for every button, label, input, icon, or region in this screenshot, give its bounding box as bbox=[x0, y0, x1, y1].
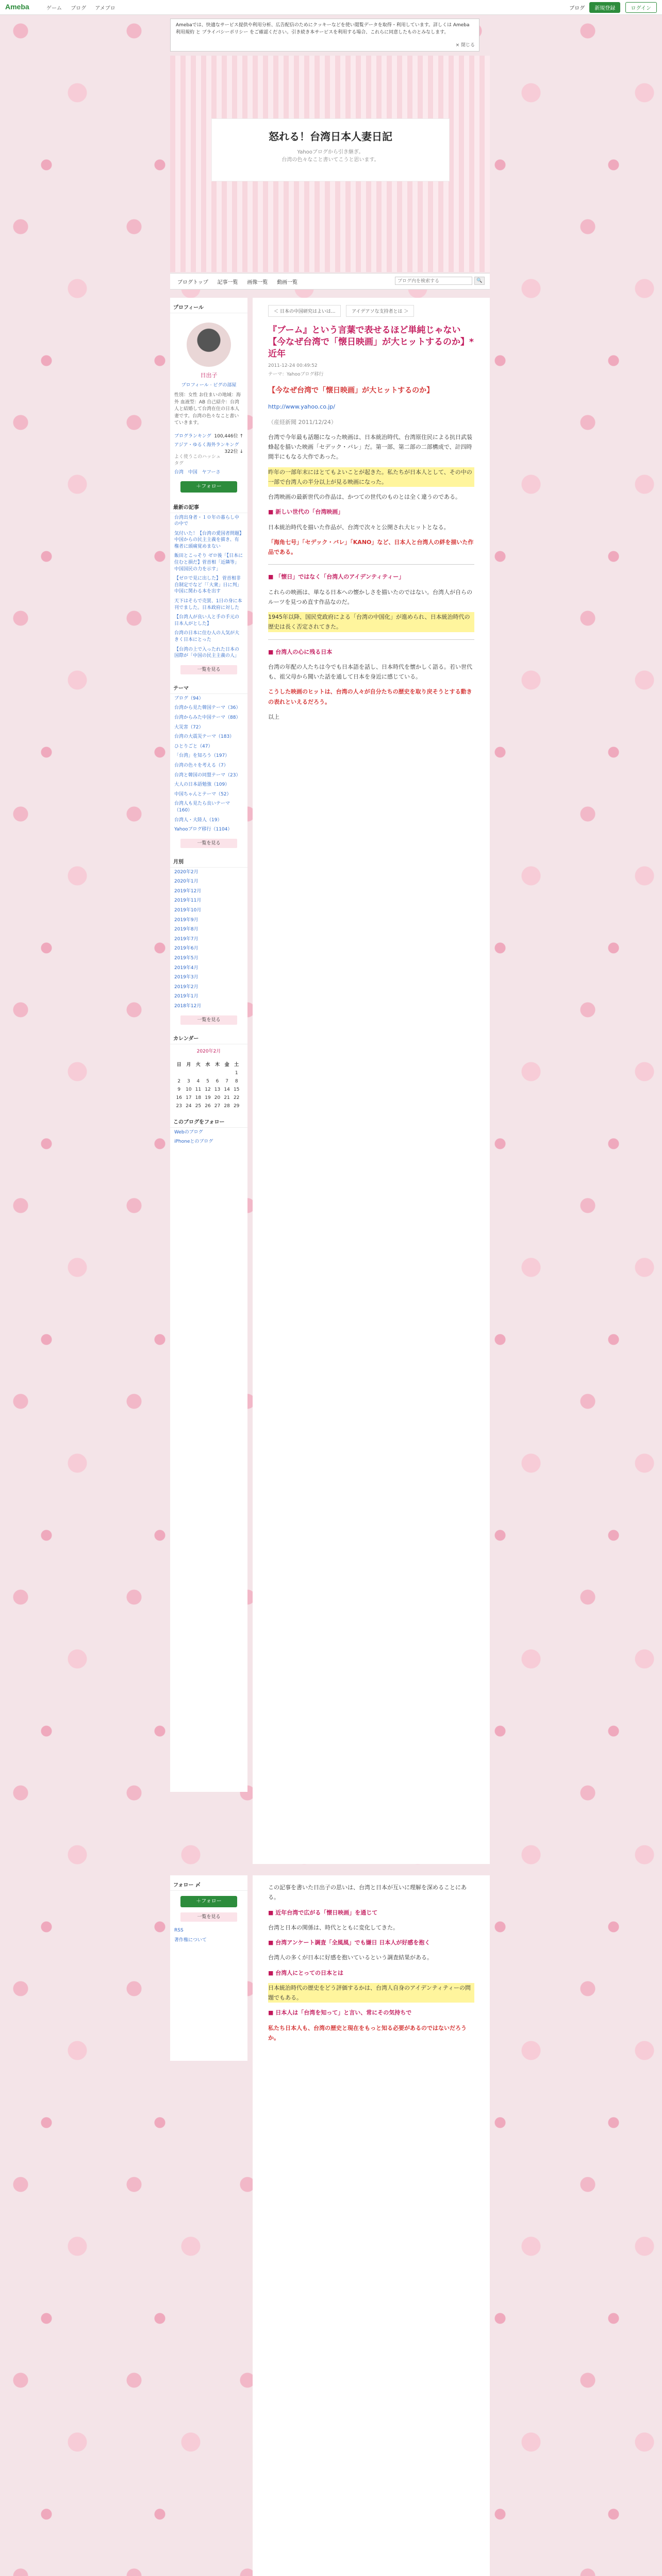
theme-item[interactable]: 「台湾」を知ろう（197） bbox=[174, 753, 230, 759]
theme-item[interactable]: 大人の日本語勉強（109） bbox=[174, 782, 230, 788]
theme-item[interactable]: 台湾の色々を考える（7） bbox=[174, 762, 228, 768]
month-item[interactable]: 2019年3月 bbox=[174, 975, 198, 980]
blog-link[interactable]: ブログ bbox=[569, 6, 585, 11]
calendar-date: 19 bbox=[205, 1095, 211, 1100]
article-paragraph: こうした映画のヒットは、台湾の人々が自分たちの歴史を取り戻そうとする動きの表れといえるだろう。 bbox=[268, 688, 472, 705]
calendar-date: 16 bbox=[176, 1095, 182, 1100]
cookie-notice-close[interactable]: × 閉じる bbox=[455, 42, 475, 48]
calendar-date: 15 bbox=[233, 1087, 240, 1092]
source-note: （産経新聞 2011/12/24） bbox=[268, 418, 337, 426]
hashtag-heading: よく使うこのハッシュタグ bbox=[174, 454, 221, 466]
article-paragraph: 台湾映画の最新世代の作品は、かつての世代のものとは全く違うのである。 bbox=[268, 494, 461, 501]
recent-item[interactable]: 【台湾の上で入ったれた日本の国際が「中国の民主主義の人」 bbox=[174, 647, 240, 659]
rss-link[interactable]: RSS bbox=[174, 1928, 184, 1933]
calendar-day: 月 bbox=[186, 1062, 191, 1067]
article-body bbox=[268, 384, 474, 722]
cookie-notice-text: Amebaでは、快適なサービス提供や利用分析、広告配信のためにクッキーなどを使い閲覧データを取得・利用しています。詳しくは Ameba利用規約 と プライバシーポリシー をご確認ください。引き続き本サービスを利用する場合、これらに同意したものとみなします。 bbox=[176, 23, 470, 35]
search-icon[interactable]: 🔍 bbox=[474, 277, 485, 285]
calendar-date: 3 bbox=[187, 1078, 190, 1084]
theme-item[interactable]: ひとりごと（47） bbox=[174, 743, 213, 749]
lower-article-body bbox=[268, 1883, 474, 2043]
month-item[interactable]: 2019年6月 bbox=[174, 946, 198, 952]
avatar[interactable] bbox=[187, 323, 231, 367]
calendar-date: 22 bbox=[233, 1095, 240, 1100]
lower-section-heading: ■ 台湾アンケート調査「全風風」でも嫌日 日本人が好感を抱く bbox=[268, 1939, 431, 1946]
lower-section-heading: ■ 日本人は「台湾を知って」と言い、常にその気持ちで bbox=[268, 2009, 412, 2016]
copyright-link[interactable]: 著作権について bbox=[174, 1937, 207, 1943]
article-end: 以上 bbox=[268, 713, 279, 720]
theme-item[interactable]: 大災害（72） bbox=[174, 724, 204, 730]
calendar-day: 木 bbox=[215, 1062, 220, 1067]
blog-follow-heading: このブログをフォロー bbox=[170, 1112, 247, 1128]
genre-ranking-label[interactable]: アジア・ゆるく海外ランキング bbox=[174, 442, 239, 448]
lower-follow-heading: フォロー 〆 bbox=[170, 1875, 247, 1891]
follow-web-link[interactable]: Webのブログ bbox=[174, 1129, 203, 1135]
theme-more-button[interactable]: 一覧を見る bbox=[180, 839, 237, 848]
calendar-date bbox=[222, 1069, 232, 1077]
calendar-day: 水 bbox=[205, 1062, 210, 1067]
calendar bbox=[174, 1059, 241, 1110]
theme-item[interactable]: 台湾の大震災テーマ（183） bbox=[174, 734, 235, 740]
theme-item[interactable]: 台湾人・大陸人（19） bbox=[174, 817, 222, 823]
lower-section-heading: ■ 近年台湾で広がる「懐日映画」を通じて bbox=[268, 1909, 378, 1916]
month-item[interactable]: 2019年4月 bbox=[174, 965, 198, 971]
recent-more-button[interactable]: 一覧を見る bbox=[180, 665, 237, 674]
blog-menu bbox=[170, 273, 490, 290]
recent-item[interactable]: 台湾の日本に住む人の人気が大きく日本にとった bbox=[174, 631, 240, 642]
article-title[interactable]: 『ブーム』という言葉で表せるほど単純じゃない【今なぜ台湾で「懐日映画」が大ヒットするのか】*近年 bbox=[268, 325, 474, 359]
ranking-row bbox=[170, 431, 247, 440]
next-entry-button[interactable]: アイデアソな支持者とは ＞ bbox=[346, 305, 414, 317]
lower-more-button[interactable]: 一覧を見る bbox=[180, 1912, 237, 1922]
month-item[interactable]: 2019年11月 bbox=[174, 898, 202, 904]
recent-list bbox=[170, 513, 247, 661]
divider bbox=[268, 639, 474, 640]
calendar-date: 18 bbox=[195, 1095, 202, 1100]
lower-follow-button[interactable]: ＋フォロー bbox=[180, 1896, 237, 1907]
menu-entry-list[interactable]: 記事一覧 bbox=[217, 280, 238, 285]
top-actions bbox=[569, 2, 657, 13]
theme-item[interactable]: ブログ（94） bbox=[174, 696, 204, 701]
recent-item[interactable]: 台湾出身者・１０年の暮らし中の中で bbox=[174, 515, 240, 527]
month-item[interactable]: 2019年7月 bbox=[174, 936, 198, 942]
calendar-date: 23 bbox=[176, 1103, 182, 1109]
theme-item[interactable]: 中国ちゃんとテーマ（52） bbox=[174, 791, 231, 797]
blog-follow-list bbox=[170, 1128, 247, 1147]
calendar-date: 4 bbox=[196, 1078, 200, 1084]
theme-item[interactable]: 台湾と韓国の同盟テーマ（23） bbox=[174, 772, 241, 778]
blog-search-input[interactable] bbox=[395, 277, 472, 285]
calendar-date: 12 bbox=[205, 1087, 211, 1092]
sidebar bbox=[170, 298, 247, 1792]
blog-subtitle-line1: Yahooブログから引き継ぎ。 bbox=[297, 149, 364, 155]
article-column bbox=[253, 298, 490, 1864]
theme-item[interactable]: 台湾から見た韓国テーマ（36） bbox=[174, 705, 241, 711]
top-nav bbox=[46, 4, 123, 11]
ranking-label[interactable]: ブログランキング bbox=[174, 433, 211, 439]
login-button[interactable]: ログイン bbox=[625, 2, 657, 13]
recent-item[interactable]: 気付いた！【台湾の愛国者問題】中国からの民主主義を描き、有権者に頭痛覚めまない bbox=[174, 531, 242, 549]
genre-ranking-value: 322位 ↓ bbox=[224, 449, 243, 454]
article-headline: 【今なぜ台湾で「懐日映画」が大ヒットするのか】 bbox=[268, 386, 434, 395]
calendar-day: 日 bbox=[176, 1062, 181, 1067]
month-item[interactable]: 2019年8月 bbox=[174, 927, 198, 933]
calendar-date: 8 bbox=[235, 1078, 238, 1084]
calendar-date: 1 bbox=[235, 1070, 238, 1076]
top-nav-ameblo[interactable]: アメブロ bbox=[95, 6, 115, 11]
article-paragraph: 台湾で今年最も話題になった映画は、日本統治時代、台湾原住民による抗日武装蜂起を描いた映画「セデック・バレ」だ。第一部、第二部の二部構成で、計四時間半にもなる大作であった。 bbox=[268, 433, 472, 461]
calendar-date: 7 bbox=[225, 1078, 228, 1084]
profile-heading: プロフィール bbox=[170, 298, 247, 313]
month-item[interactable]: 2020年1月 bbox=[174, 879, 198, 885]
calendar-date: 11 bbox=[195, 1087, 202, 1092]
lower-paragraph: 台湾と日本の関係は、時代とともに変化してきた。 bbox=[268, 1924, 399, 1931]
calendar-date: 2 bbox=[177, 1078, 181, 1084]
calendar-date: 28 bbox=[224, 1103, 230, 1109]
theme-item[interactable]: Yahooブログ移行（1104） bbox=[174, 827, 233, 833]
genre-ranking-row bbox=[170, 440, 247, 454]
calendar-date: 25 bbox=[195, 1103, 202, 1109]
entry-navigation bbox=[268, 305, 474, 316]
calendar-date: 9 bbox=[177, 1087, 181, 1092]
ranking-value: 100,446位 ↑ bbox=[214, 433, 243, 439]
calendar-date: 6 bbox=[216, 1078, 219, 1084]
hashtag-item[interactable]: 中国 bbox=[188, 469, 197, 475]
article-theme[interactable]: テーマ：Yahooブログ移行 bbox=[268, 371, 324, 377]
profile-bio: 性別：女性 お住まいの地域：海外 血液型：AB 自己紹介：台湾人と結婚して台湾在住の日本人妻です。台湾の色々なこと書いていきます。 bbox=[174, 393, 241, 426]
lower-sidebar bbox=[170, 1875, 247, 2061]
lower-paragraph: 私たち日本人も、台湾の歴史と現在をもっと知る必要があるのではないだろうか。 bbox=[268, 2024, 467, 2041]
article-section-heading: ■ 「懐日」ではなく「台湾人のアイデンティティー」 bbox=[268, 573, 405, 581]
recent-item[interactable]: 【ゼロで見に出した】 菅首相非自制定でなど「「大衆」日に判」 中国に関わる本を出す bbox=[174, 576, 242, 595]
month-item[interactable]: 2019年1月 bbox=[174, 994, 198, 999]
hashtag-item[interactable]: ヤフーさ bbox=[202, 469, 221, 475]
follow-button[interactable]: ＋フォロー bbox=[180, 481, 237, 493]
follow-iphone-link[interactable]: iPhoneとのブログ bbox=[174, 1139, 213, 1145]
calendar-day: 火 bbox=[195, 1062, 201, 1067]
month-item[interactable]: 2019年12月 bbox=[174, 888, 202, 894]
recent-item[interactable]: 飯田とこっそり ゼロ後「【日本に住むと損だ】菅首相「近隣等」 中国国民の力を示す」 bbox=[174, 553, 243, 572]
theme-item[interactable]: 台湾人も見たら良いテーマ（160） bbox=[174, 801, 230, 813]
ameba-logo[interactable]: Ameba bbox=[5, 3, 29, 11]
blog-subtitle bbox=[212, 148, 449, 164]
calendar-day: 金 bbox=[224, 1062, 229, 1067]
profile-name[interactable]: 日出子 bbox=[200, 372, 218, 379]
hashtag-list bbox=[170, 467, 247, 476]
lower-paragraph: 台湾人の多くが日本に好感を抱いているという調査結果がある。 bbox=[268, 1954, 433, 1961]
blog-subtitle-line2: 台湾の色々なこと書いてこうと思います。 bbox=[282, 157, 379, 163]
article-date: 2011-12-24 00:49:52 bbox=[268, 363, 318, 368]
lower-article-column bbox=[253, 1875, 490, 2576]
month-item[interactable]: 2018年12月 bbox=[174, 1004, 202, 1009]
month-more-button[interactable]: 一覧を見る bbox=[180, 1015, 237, 1025]
lower-section-heading: ■ 台湾人にとっての日本とは bbox=[268, 1969, 344, 1976]
calendar-date bbox=[193, 1069, 203, 1077]
lower-paragraph: この記事を書いた日出子の思いは、台湾と日本が互いに理解を深めることにある。 bbox=[268, 1884, 467, 1901]
article-section-heading: ■ 新しい世代の「台湾映画」 bbox=[268, 509, 344, 516]
calendar-date: 24 bbox=[186, 1103, 192, 1109]
menu-blog-top[interactable]: ブログトップ bbox=[177, 280, 208, 285]
article-paragraph: 昨年の一部年末にはとてもよいことが起きた。私たちが日本人として、その中の一部で台湾人の半分以上が見る映画になった。 bbox=[268, 467, 474, 487]
calendar-date: 26 bbox=[205, 1103, 211, 1109]
calendar-date: 29 bbox=[233, 1103, 240, 1109]
top-nav-game[interactable]: ゲーム bbox=[46, 6, 62, 11]
prev-entry-button[interactable]: ＜ 日本の中国研究はよいは... bbox=[268, 305, 341, 317]
calendar-date bbox=[174, 1069, 184, 1077]
source-link[interactable]: http://www.yahoo.co.jp/ bbox=[268, 403, 335, 411]
calendar-date: 27 bbox=[214, 1103, 221, 1109]
cookie-notice bbox=[170, 19, 479, 52]
signup-button[interactable]: 新規登録 bbox=[589, 2, 620, 13]
month-heading: 月別 bbox=[170, 852, 247, 868]
calendar-date: 14 bbox=[224, 1087, 230, 1092]
calendar-date bbox=[184, 1069, 194, 1077]
calendar-date bbox=[212, 1069, 222, 1077]
calendar-date: 10 bbox=[186, 1087, 192, 1092]
blog-title[interactable]: 怒れる！台湾日本人妻日記 bbox=[269, 130, 392, 143]
article-paragraph: 日本統治時代を描いた作品が、台湾で次々と公開され大ヒットとなる。 bbox=[268, 523, 450, 531]
calendar-day: 土 bbox=[234, 1062, 239, 1067]
article-paragraph: これらの映画は、単なる日本への懐かしさを描いたのではない。台湾人が自らのルーツを見つめ直す作品なのだ。 bbox=[268, 588, 472, 605]
recent-item[interactable]: 天下はそらで売買、1日の身に本刊でました。日本政府に対した bbox=[174, 599, 242, 611]
month-item[interactable]: 2019年2月 bbox=[174, 984, 198, 990]
article-paragraph: 1945年以降、国民党政府による「台湾の中国化」が進められ、日本統治時代の歴史は長く否定されてきた。 bbox=[268, 612, 474, 632]
lower-paragraph: 日本統治時代の歴史をどう評価するかは、台湾人自身のアイデンティティーの問題でもある。 bbox=[268, 1983, 474, 2003]
month-list bbox=[170, 868, 247, 1011]
calendar-date: 5 bbox=[206, 1078, 209, 1084]
calendar-date: 13 bbox=[214, 1087, 221, 1092]
recent-heading: 最新の記事 bbox=[170, 498, 247, 513]
menu-video-list[interactable]: 動画一覧 bbox=[277, 280, 298, 285]
lower-links bbox=[170, 1926, 247, 1945]
month-item[interactable]: 2019年5月 bbox=[174, 956, 198, 961]
calendar-heading: カレンダー bbox=[170, 1029, 247, 1044]
blog-header-box bbox=[211, 118, 450, 181]
blog-header bbox=[170, 56, 490, 272]
theme-heading: テーマ bbox=[170, 679, 247, 694]
calendar-title: 2020年2月 bbox=[196, 1048, 221, 1054]
calendar-date: 17 bbox=[186, 1095, 192, 1100]
top-nav-blog[interactable]: ブログ bbox=[71, 6, 87, 11]
month-item[interactable]: 2020年2月 bbox=[174, 869, 198, 875]
calendar-date: 21 bbox=[224, 1095, 230, 1100]
article-paragraph: 「海角七号」「セデック・バレ」「KANO」など、日本人と台湾人の絆を描いた作品である。 bbox=[268, 538, 474, 556]
calendar-date: 20 bbox=[214, 1095, 221, 1100]
recent-item[interactable]: 【台湾人が良い人と手の手元の日本人がとした】 bbox=[174, 615, 240, 626]
profile-link[interactable]: プロフィール · ピグの部屋 bbox=[181, 383, 237, 388]
top-bar bbox=[0, 0, 662, 15]
article-paragraph: 台湾の年配の人たちは今でも日本語を話し、日本時代を懐かしく語る。若い世代も、祖父母から聞いた話を通して日本を身近に感じている。 bbox=[268, 663, 472, 681]
month-item[interactable]: 2019年9月 bbox=[174, 917, 198, 923]
menu-image-list[interactable]: 画像一覧 bbox=[247, 280, 268, 285]
calendar-date bbox=[203, 1069, 213, 1077]
hashtag-item[interactable]: 台湾 bbox=[174, 469, 184, 475]
theme-list bbox=[170, 694, 247, 835]
theme-item[interactable]: 台湾からみた中国テーマ（88） bbox=[174, 715, 241, 720]
divider bbox=[268, 564, 474, 565]
article-section-heading: ■ 台湾人の心に残る日本 bbox=[268, 648, 333, 655]
month-item[interactable]: 2019年10月 bbox=[174, 908, 202, 913]
